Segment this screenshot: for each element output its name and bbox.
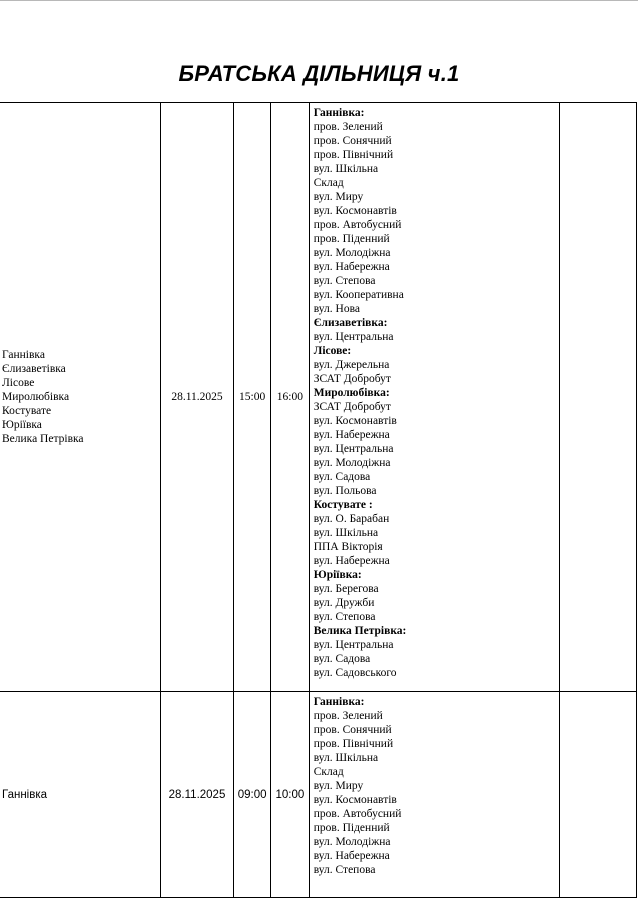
streets-list [314,695,559,877]
settlement-name: Костувате [2,405,52,417]
start-time-cell: 15:00 [234,103,271,692]
start-time-cell: 09:00 [234,692,271,898]
street-item: пров. Північний [313,738,394,750]
settlement-name: Єлизаветівка [2,363,66,375]
street-item: вул. Центральна [313,639,394,651]
street-item: вул. Степова [313,611,376,623]
street-item: вул. Набережна [313,429,390,441]
street-item: вул. Молодіжна [313,836,391,848]
street-item: вул. Степова [313,275,376,287]
table-row [0,692,637,898]
street-item: вул. Центральна [313,331,394,343]
settlement-name: Ганнівка [2,349,45,361]
locality-heading: Ганнівка: [313,107,365,119]
settlements-cell [0,692,160,898]
settlements-cell [0,103,160,692]
street-item: вул. Шкільна [313,527,379,539]
settlements-list [2,788,160,802]
street-item: ППА Вікторія [313,541,383,553]
settlement-name: Ганнівка [2,788,48,801]
street-item: вул. Степова [313,864,376,876]
street-item: вул. О. Барабан [313,513,390,525]
date-cell: 28.11.2025 [160,692,234,898]
street-item: вул. Нова [313,303,360,315]
date-cell: 28.11.2025 [160,103,234,692]
locality-heading: Юріївка: [313,569,362,581]
top-rule [0,0,638,1]
street-item: пров. Піденний [313,233,390,245]
street-item: вул. Набережна [313,261,390,273]
settlement-name: Лісове [2,377,35,389]
street-item: вул. Польова [313,485,377,497]
end-time-cell: 10:00 [271,692,310,898]
settlement-name: Миролюбівка [2,391,70,403]
street-item: пров. Зелений [313,710,383,722]
street-item: вул. Молодіжна [313,247,391,259]
street-item: пров. Автобусний [313,219,402,231]
empty-cell [560,692,637,898]
street-item: вул. Кооперативна [313,289,404,301]
locality-heading: Лісове: [313,345,352,357]
street-item: вул. Молодіжна [313,457,391,469]
street-item: вул. Космонавтів [313,415,397,427]
street-item: вул. Дружби [313,597,375,609]
settlements-list [2,348,160,446]
locality-heading: Костувате : [313,499,373,511]
street-item: Склад [313,766,344,778]
street-item: вул. Шкільна [313,163,379,175]
street-item: вул. Набережна [313,850,390,862]
settlement-name: Юріївка [2,419,42,431]
street-item: вул. Садова [313,471,371,483]
end-time-cell: 16:00 [271,103,310,692]
street-item: пров. Зелений [313,121,383,133]
street-item: вул. Космонавтів [313,205,397,217]
street-item: Склад [313,177,344,189]
locality-heading: Велика Петрівка: [313,625,407,637]
streets-cell [309,692,559,898]
page-title: БРАТСЬКА ДІЛЬНИЦЯ ч.1 [178,61,460,86]
locality-heading: Миролюбівка: [313,387,390,399]
street-item: вул. Миру [313,191,364,203]
street-item: пров. Сонячний [313,724,392,736]
locality-heading: Єлизаветівка: [313,317,388,329]
settlement-name: Велика Петрівка [2,433,84,445]
street-item: пров. Північний [313,149,394,161]
locality-heading: Ганнівка: [313,696,365,708]
street-item: вул. Миру [313,780,364,792]
street-item: вул. Садовського [313,667,397,679]
street-item: вул. Набережна [313,555,390,567]
street-item: вул. Центральна [313,443,394,455]
streets-list [314,106,559,680]
street-item: ЗСАТ Добробут [313,373,391,385]
table-row [0,103,637,692]
street-item: вул. Садова [313,653,371,665]
street-item: вул. Джерельна [313,359,390,371]
street-item: вул. Космонавтів [313,794,397,806]
outage-schedule-table [0,102,637,898]
street-item: вул. Берегова [313,583,379,595]
empty-cell [560,103,637,692]
street-item: пров. Сонячний [313,135,392,147]
street-item: вул. Шкільна [313,752,379,764]
street-item: ЗСАТ Добробут [313,401,391,413]
street-item: пров. Піденний [313,822,390,834]
streets-cell [309,103,559,692]
street-item: пров. Автобусний [313,808,402,820]
